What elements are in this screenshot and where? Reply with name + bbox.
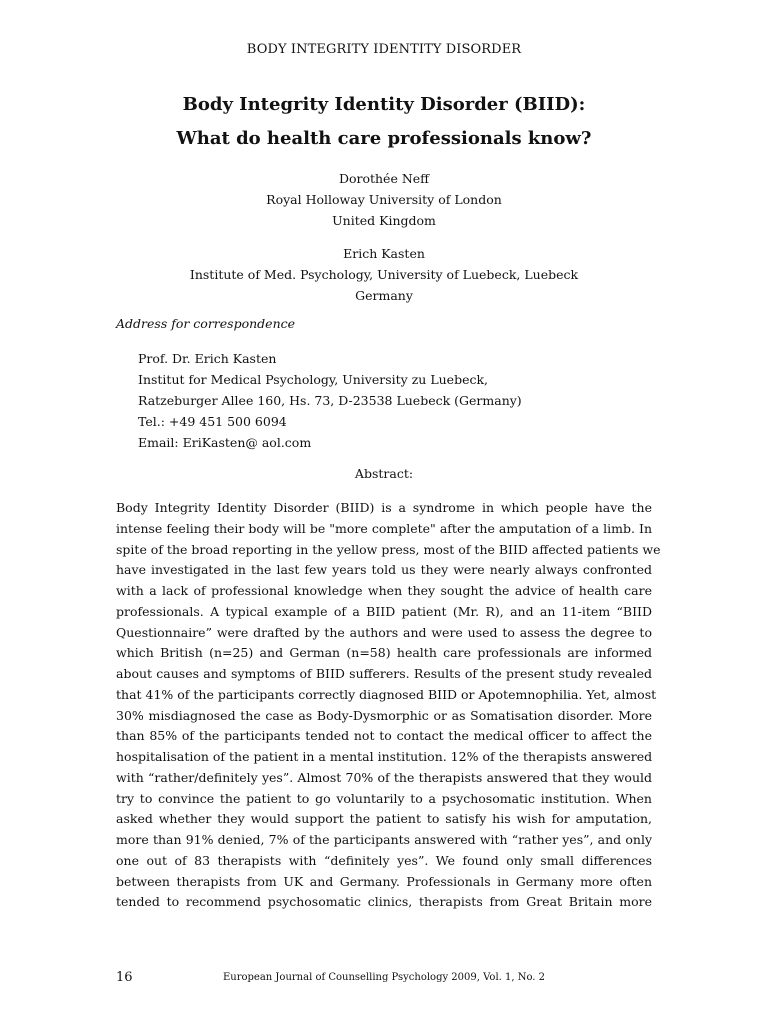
abstract-line: hospitalisation of the patient in a mental institution. 12% of the therapists answered [116,749,653,764]
correspondence-label: Address for correspondence [116,316,296,331]
abstract-line: spite of the broad reporting in the yellow press, most of the BIID affected patients we [116,541,661,557]
abstract-line: try to convince the patient to go voluntarily to a psychosomatic institution. When [116,790,652,806]
abstract-line: Questionnaire” were drafted by the authors and were used to assess the degree to [116,624,652,640]
abstract-line: tended to recommend psychosomatic clinics, therapists from Great Britain more [116,894,652,910]
abstract-line: than 85% of the participants tended not to contact the medical officer to affect the [116,728,652,744]
title-line-2: What do health care professionals know? [176,128,592,149]
abstract-line: between therapists from UK and Germany. Professionals in Germany more often [116,873,652,889]
author-country: United Kingdom [332,213,436,228]
author-block-1 [0,168,768,231]
address-line: Institut for Medical Psychology, University zu Luebeck, [138,372,489,387]
phone-line: Tel.: +49 451 500 6094 [138,414,287,429]
email-line: Email: EriKasten@ aol.com [138,435,312,450]
running-header: BODY INTEGRITY IDENTITY DISORDER [246,42,522,57]
abstract-line: asked whether they would support the patient to satisfy his wish for amputation, [116,811,652,827]
abstract-line: that 41% of the participants correctly diagnosed BIID or Apotemnophilia. Yet, almost [116,686,657,702]
correspondence-address [138,348,522,453]
abstract-line: with “rather/definitely yes”. Almost 70% of the therapists answered that they would [116,769,652,785]
author-block-2 [0,243,768,306]
address-line: Ratzeburger Allee 160, Hs. 73, D-23538 Luebeck (Germany) [138,393,522,408]
abstract-line: more than 91% denied, 7% of the participants answered with “rather yes”, and only [116,832,652,847]
abstract-line: 30% misdiagnosed the case as Body-Dysmorphic or as Somatisation disorder. More [116,707,652,723]
page-number: 16 [116,970,133,985]
author-affiliation: Royal Holloway University of London [266,192,502,207]
abstract-body [116,498,661,913]
abstract-line: one out of 83 therapists with “definitely yes”. We found only small differences [116,852,652,868]
abstract-line: professionals. A typical example of a BIID patient (Mr. R), and an 11-item “BIID [116,603,652,619]
journal-citation: European Journal of Counselling Psychology 2009, Vol. 1, No. 2 [222,972,546,983]
abstract-line: which British (n=25) and German (n=58) health care professionals are informed [116,645,652,661]
abstract-line: have investigated in the last few years told us they were nearly always confronted [116,562,652,578]
author-name: Erich Kasten [343,246,425,261]
paper-title [0,88,768,156]
abstract-line: about causes and symptoms of BIID sufferers. Results of the present study revealed [116,666,652,681]
abstract-line: intense feeling their body will be "more complete" after the amputation of a limb. In [116,520,652,536]
author-country: Germany [355,288,413,303]
title-line-1: Body Integrity Identity Disorder (BIID): [182,94,586,115]
abstract-heading: Abstract: [354,466,414,481]
address-line: Prof. Dr. Erich Kasten [138,351,277,366]
abstract-line: with a lack of professional knowledge when they sought the advice of health care [116,583,652,598]
author-name: Dorothée Neff [338,171,430,186]
abstract-line: Body Integrity Identity Disorder (BIID) is a syndrome in which people have the [116,500,652,515]
author-affiliation: Institute of Med. Psychology, University of Luebeck, Luebeck [189,267,579,282]
